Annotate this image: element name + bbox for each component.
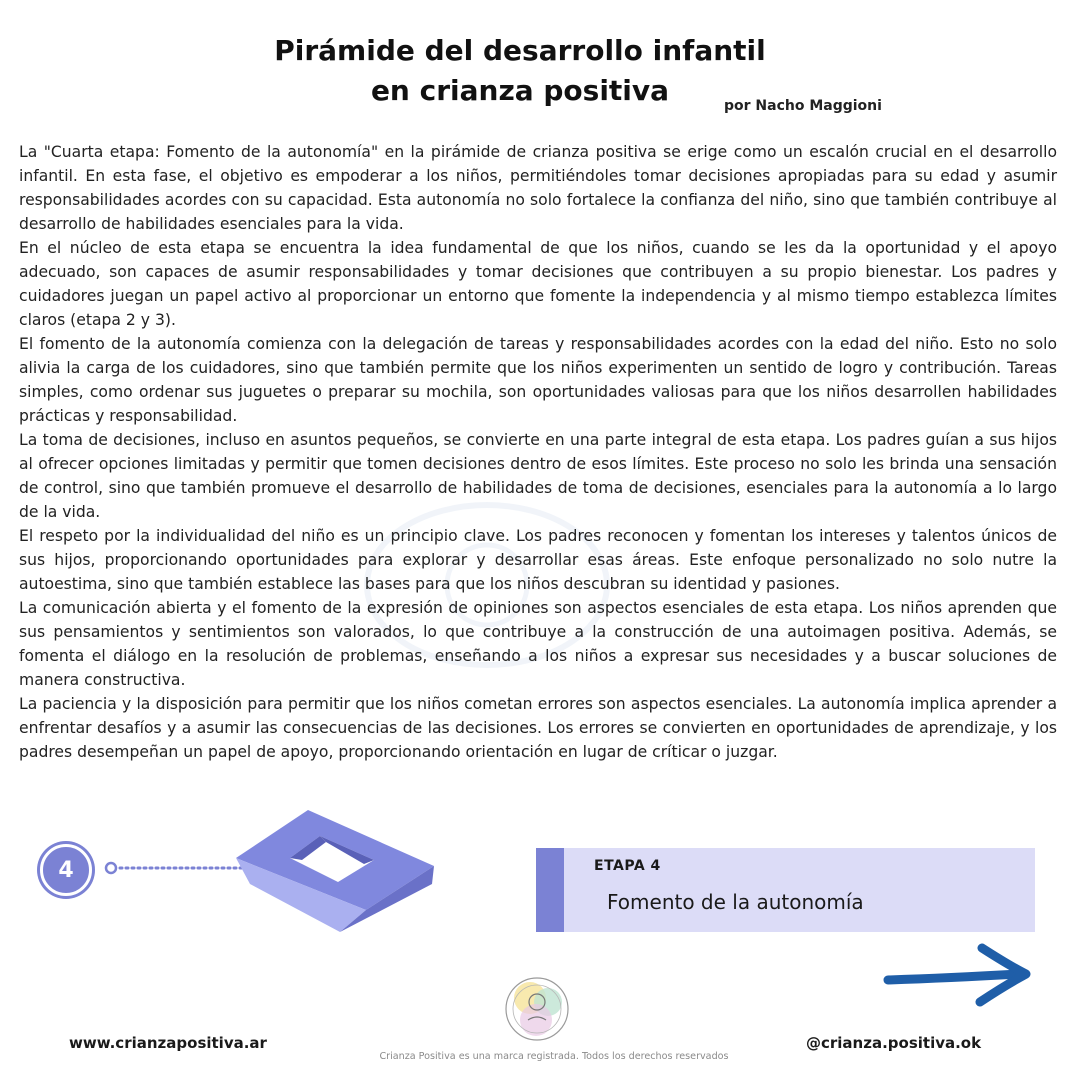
- paragraph: El respeto por la individualidad del niño es un principio clave. Los padres reconocen y fomentan los intereses y talentos únicos de sus hijos, proporcionando oportunidades para explorar y desarrollar esas áreas. Este enfoque personalizado no solo nutre la autoestima, sino que también establece las bases para que los niños descubran su identidad y pasiones.: [19, 527, 1057, 593]
- arrow-right-icon[interactable]: [880, 940, 1035, 1010]
- stage-label: ETAPA 4: [594, 858, 661, 874]
- copyright-notice: Crianza Positiva es una marca registrada. Todos los derechos reservados: [379, 1051, 729, 1062]
- paragraph: La paciencia y la disposición para permitir que los niños cometan errores son aspectos esenciales. La autonomía implica aprender a enfrentar desafíos y a asumir las consecuencias de las decisiones. Los errores se convierten en oportunidades de aprendizaje, y los padres desempeñan un papel de apoyo, proporcionando orientación en lugar de críticar o juzgar.: [19, 695, 1057, 761]
- author-byline: por Nacho Maggioni: [724, 98, 882, 114]
- paragraph: El fomento de la autonomía comienza con la delegación de tareas y responsabilidades acordes con la edad del niño. Esto no solo alivia la carga de los cuidadores, sino que también permite que los niños experimenten un sentido de logro y contribución. Tareas simples, como ordenar sus juguetes o preparar su mochila, son oportunidades valiosas para que los niños desarrollen habilidades prácticas y responsabilidad.: [19, 335, 1057, 425]
- stage-number-badge: 4: [40, 844, 92, 896]
- paragraph: En el núcleo de esta etapa se encuentra la idea fundamental de que los niños, cuando se les da la oportunidad y el apoyo adecuado, son capaces de asumir responsabilidades y tomar decisiones que contribuyen a su propio bienestar. Los padres y cuidadores juegan un papel activo al proporcionar un entorno que fomente la independencia y al mismo tiempo establezca límites claros (etapa 2 y 3).: [19, 239, 1057, 329]
- pyramid-level-icon: [232, 806, 438, 936]
- website-link[interactable]: www.crianzapositiva.ar: [69, 1034, 267, 1052]
- page-title-line-2: en crianza positiva: [370, 74, 670, 107]
- stage-card: [536, 848, 1035, 932]
- paragraph: La comunicación abierta y el fomento de la expresión de opiniones son aspectos esenciales de esta etapa. Los niños aprenden que sus pensamientos y sentimientos son valorados, lo que contribuye a la construcción de una autoimagen positiva. Además, se fomenta el diálogo en la resolución de problemas, enseñando a los niños a expresar sus necesidades y a buscar soluciones de manera constructiva.: [19, 599, 1057, 689]
- page-title-line-1: Pirámide del desarrollo infantil: [274, 34, 766, 67]
- paragraph: La "Cuarta etapa: Fomento de la autonomía" en la pirámide de crianza positiva se erige como un escalón crucial en el desarrollo infantil. En esta fase, el objetivo es empoderar a los niños, permitiéndoles tomar decisiones apropiadas para su edad y asumir responsabilidades acordes con su capacidad. Esta autonomía no solo fortalece la confianza del niño, sino que también contribuye al desarrollo de habilidades esenciales para la vida.: [19, 143, 1057, 233]
- crianza-positiva-logo: [500, 972, 574, 1046]
- stage-name: Fomento de la autonomía: [607, 890, 864, 914]
- stage-card-accent-bar: [536, 848, 564, 932]
- social-handle[interactable]: @crianza.positiva.ok: [806, 1034, 982, 1052]
- paragraph: La toma de decisiones, incluso en asuntos pequeños, se convierte en una parte integral de esta etapa. Los padres guían a sus hijos al ofrecer opciones limitadas y permitir que tomen decisiones dentro de esos límites. Este proceso no solo les brinda una sensación de control, sino que también promueve el desarrollo de habilidades de toma de decisiones, esenciales para la autonomía a lo largo de la vida.: [19, 431, 1057, 521]
- article-body: [19, 140, 1057, 764]
